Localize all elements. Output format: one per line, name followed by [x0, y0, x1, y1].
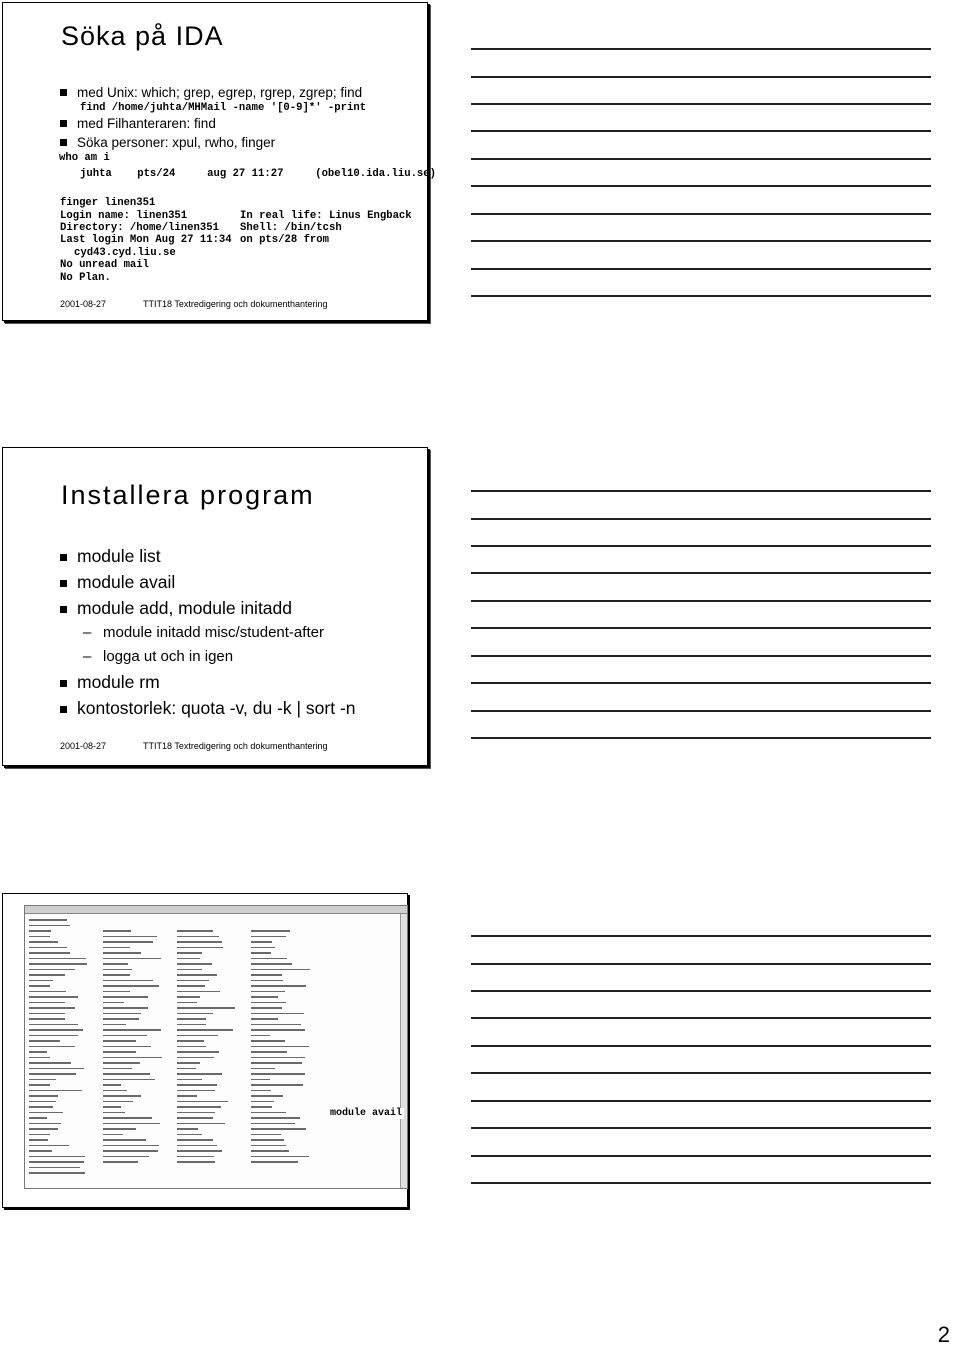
- bullet-text: Söka personer: xpul, rwho, finger: [77, 135, 276, 151]
- bullet-item: [60, 595, 423, 621]
- note-line: [471, 1127, 931, 1129]
- note-line: [471, 213, 931, 215]
- footer-course: TTIT18 Textredigering och dokumenthantering: [143, 741, 328, 751]
- square-bullet-icon: [60, 554, 67, 561]
- bullet-text: med Unix: which; grep, egrep, rgrep, zgrep; find: [77, 85, 363, 100]
- code-line: juhta pts/24 aug 27 11:27 (obel10.ida.liu.se): [80, 167, 437, 180]
- slide-footer: [60, 299, 328, 309]
- note-line: [471, 1045, 931, 1047]
- note-line: [471, 1182, 931, 1184]
- slide-title: Söka på IDA: [61, 21, 224, 51]
- square-bullet-icon: [60, 680, 67, 687]
- code-line: No Plan.: [60, 271, 111, 284]
- terminal-line: [29, 1170, 399, 1176]
- square-bullet-icon: [60, 139, 67, 146]
- sub-bullet-item: [60, 621, 423, 645]
- slide-footer: [60, 741, 328, 751]
- code-line: who am i: [59, 152, 110, 165]
- slide-title: Installera program: [61, 480, 315, 510]
- bullet-item: [60, 83, 423, 102]
- slide-content: [60, 543, 423, 721]
- bullet-item: [60, 669, 423, 695]
- finger-cell: Login name: linen351: [60, 209, 188, 222]
- finger-cell: Directory: /home/linen351: [60, 222, 219, 235]
- footer-date: 2001-08-27: [60, 741, 107, 751]
- code-line: No unread mail: [60, 259, 150, 272]
- footer-date: 2001-08-27: [60, 299, 107, 309]
- note-line: [471, 103, 931, 105]
- dash-icon: –: [83, 648, 92, 665]
- terminal-titlebar: [25, 906, 407, 914]
- note-line: [471, 710, 931, 712]
- finger-output-table: [60, 210, 423, 247]
- bullet-item: [60, 543, 423, 569]
- note-line: [471, 295, 931, 297]
- note-line: [471, 990, 931, 992]
- finger-cell: Shell: /bin/tcsh: [240, 222, 342, 235]
- note-line: [471, 76, 931, 78]
- note-line: [471, 268, 931, 270]
- note-line: [471, 572, 931, 574]
- terminal-screenshot: [24, 905, 408, 1189]
- square-bullet-icon: [60, 706, 67, 713]
- finger-cell: In real life: Linus Engback: [240, 209, 412, 222]
- screenshot-caption: module avail: [330, 1108, 403, 1119]
- note-line: [471, 1155, 931, 1157]
- note-line: [471, 518, 931, 520]
- bullet-item: [60, 133, 423, 152]
- slide-module-avail-screenshot: [2, 893, 408, 1208]
- finger-cell: Last login Mon Aug 27 11:34: [60, 234, 232, 247]
- square-bullet-icon: [60, 606, 67, 613]
- note-line: [471, 185, 931, 187]
- note-line: [471, 1017, 931, 1019]
- bullet-item: [60, 695, 423, 721]
- bullet-text: module add, module initadd: [77, 598, 293, 618]
- note-line: [471, 130, 931, 132]
- bullet-text: kontostorlek: quota -v, du -k | sort -n: [77, 698, 356, 718]
- slide-content: [59, 83, 437, 284]
- square-bullet-icon: [60, 120, 67, 127]
- note-line: [471, 158, 931, 160]
- code-line: finger linen351: [60, 197, 156, 210]
- code-line: cyd43.cyd.liu.se: [74, 246, 176, 259]
- bullet-text: med Filhanteraren: find: [77, 116, 216, 132]
- finger-cell: on pts/28 from: [240, 234, 330, 247]
- note-line: [471, 935, 931, 937]
- note-line: [471, 655, 931, 657]
- slide-soka-pa-ida: [2, 2, 437, 321]
- code-line: find /home/juhta/MHMail -name '[0-9]*' -print: [80, 102, 367, 114]
- note-line: [471, 490, 931, 492]
- sub-bullet-text: logga ut och in igen: [103, 648, 234, 665]
- note-line: [471, 1072, 931, 1074]
- sub-bullet-text: module initadd misc/student-after: [103, 624, 324, 641]
- note-line: [471, 545, 931, 547]
- slide-installera-program: [2, 447, 428, 766]
- square-bullet-icon: [60, 580, 67, 587]
- dash-icon: –: [83, 624, 92, 641]
- bullet-text: module avail: [77, 572, 176, 592]
- square-bullet-icon: [60, 89, 67, 96]
- terminal-scrollbar: [400, 914, 407, 1188]
- note-line: [471, 737, 931, 739]
- footer-course: TTIT18 Textredigering och dokumenthantering: [143, 299, 328, 309]
- note-line: [471, 240, 931, 242]
- note-line: [471, 682, 931, 684]
- bullet-text: module list: [77, 546, 161, 566]
- note-line: [471, 627, 931, 629]
- bullet-item: [60, 114, 423, 133]
- note-line: [471, 963, 931, 965]
- bullet-text: module rm: [77, 672, 160, 692]
- note-line: [471, 1100, 931, 1102]
- note-line: [471, 48, 931, 50]
- sub-bullet-item: [60, 645, 423, 669]
- terminal-text-block: [29, 917, 399, 1176]
- bullet-item: [60, 569, 423, 595]
- note-line: [471, 600, 931, 602]
- page-number: 2: [937, 1322, 950, 1347]
